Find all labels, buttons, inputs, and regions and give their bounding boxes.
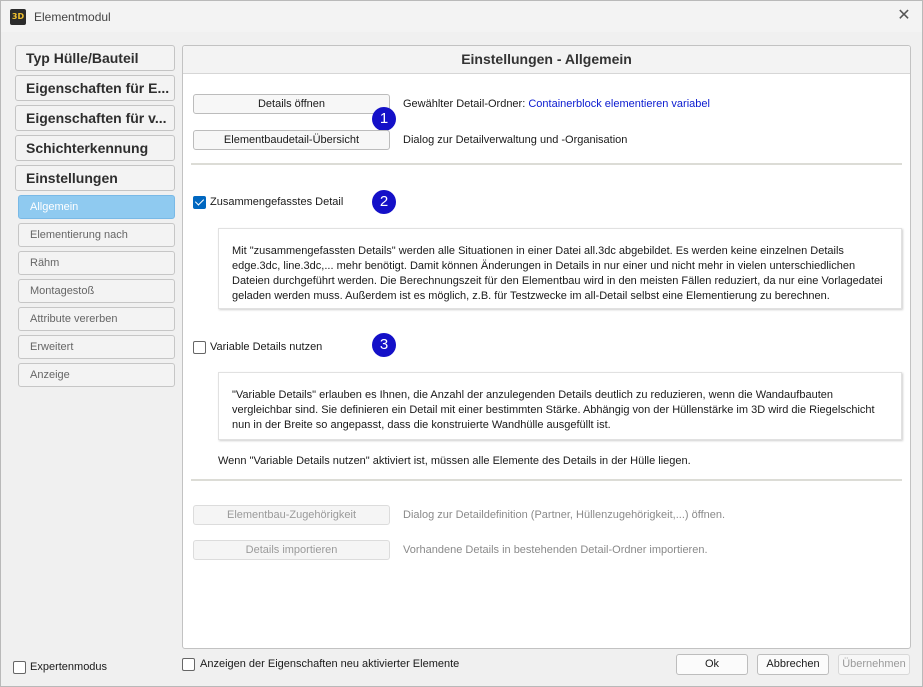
show-properties-checkbox[interactable] bbox=[182, 658, 195, 671]
combined-detail-checkbox[interactable] bbox=[193, 196, 206, 209]
app-logo-icon: 3D bbox=[10, 9, 26, 25]
variable-details-description: "Variable Details" erlauben es Ihnen, die Anzahl der anzulegenden Details deutlich zu reduzieren, wenn die Wandaufbauten vergleichbar sind. Sie definieren ein Detail mit einer bestimmten Stärke. Abhängig von der Hüllenstärke im 3D wird die Riegelschicht nun in der Breite so angepasst, dass die konstruierte Wandhülle ausgefüllt ist. bbox=[218, 372, 902, 440]
import-details-button[interactable]: Details importieren bbox=[193, 540, 390, 560]
nav-subitem-montagestoss[interactable]: Montagestoß bbox=[18, 279, 175, 303]
close-icon[interactable]: ✕ bbox=[897, 7, 911, 24]
detail-folder-label: Gewählter Detail-Ordner: bbox=[403, 98, 526, 110]
window-title: Elementmodul bbox=[34, 10, 111, 24]
import-details-desc: Vorhandene Details in bestehenden Detail-Ordner importieren. bbox=[403, 544, 708, 556]
separator bbox=[191, 163, 902, 165]
variable-details-checkbox[interactable] bbox=[193, 341, 206, 354]
variable-details-label[interactable]: Variable Details nutzen bbox=[210, 341, 323, 353]
nav-subitem-allgemein[interactable]: Allgemein bbox=[18, 195, 175, 219]
nav-subitem-raehm[interactable]: Rähm bbox=[18, 251, 175, 275]
apply-button[interactable]: Übernehmen bbox=[838, 654, 910, 675]
panel-title: Einstellungen - Allgemein bbox=[183, 46, 910, 74]
settings-panel bbox=[182, 45, 911, 649]
combined-detail-label[interactable]: Zusammengefasstes Detail bbox=[210, 196, 344, 208]
nav-subitem-elementierung[interactable]: Elementierung nach bbox=[18, 223, 175, 247]
nav-item-eigenschaften-v[interactable]: Eigenschaften für v... bbox=[15, 105, 175, 131]
callout-badge-3: 3 bbox=[372, 333, 396, 357]
show-properties-label[interactable]: Anzeigen der Eigenschaften neu aktivierter Elemente bbox=[200, 658, 460, 670]
details-open-button[interactable]: Details öffnen bbox=[193, 94, 390, 114]
overview-desc: Dialog zur Detailverwaltung und -Organisation bbox=[403, 134, 628, 146]
assignment-button[interactable]: Elementbau-Zugehörigkeit bbox=[193, 505, 390, 525]
title-bar bbox=[1, 1, 922, 32]
nav-subitem-erweitert[interactable]: Erweitert bbox=[18, 335, 175, 359]
assignment-desc: Dialog zur Detaildefinition (Partner, Hüllenzugehörigkeit,...) öffnen. bbox=[403, 509, 726, 521]
separator bbox=[191, 479, 902, 481]
nav-subitem-anzeige[interactable]: Anzeige bbox=[18, 363, 175, 387]
callout-badge-2: 2 bbox=[372, 190, 396, 214]
detail-folder-link[interactable]: Containerblock elementieren variabel bbox=[528, 98, 710, 110]
expert-mode-checkbox[interactable] bbox=[13, 661, 26, 674]
nav-item-schichterkennung[interactable]: Schichterkennung bbox=[15, 135, 175, 161]
nav-item-typ-huelle[interactable]: Typ Hülle/Bauteil bbox=[15, 45, 175, 71]
nav-subitem-attribute[interactable]: Attribute vererben bbox=[18, 307, 175, 331]
nav-item-eigenschaften-e[interactable]: Eigenschaften für E... bbox=[15, 75, 175, 101]
sidebar-nav bbox=[15, 45, 175, 195]
callout-badge-1: 1 bbox=[372, 107, 396, 131]
expert-mode-label[interactable]: Expertenmodus bbox=[30, 661, 108, 673]
cancel-button[interactable]: Abbrechen bbox=[757, 654, 829, 675]
variable-details-note: Wenn "Variable Details nutzen" aktiviert ist, müssen alle Elemente des Details in der Hülle liegen. bbox=[218, 455, 691, 467]
nav-item-einstellungen[interactable]: Einstellungen bbox=[15, 165, 175, 191]
detail-folder-row bbox=[403, 98, 710, 110]
combined-detail-description: Mit "zusammengefassten Details" werden alle Situationen in einer Datei all.3dc abgebildet. Es werden keine einzelnen Details edge.3dc, line.3dc,... mehr benötigt. Damit können Änderungen in Details in nur einer und nicht mehr in vielen unterschiedlichen Dateien durchgeführt werden. Die Berechnungszeit für den Elementbau wird in den meisten Fällen reduziert, da nur eine Vorlagedatei geladen werden muss. Außerdem ist es möglich, z.B. für Testzwecke im all-Detail selbst eine Elementierung zu berechnen. bbox=[218, 228, 902, 309]
ok-button[interactable]: Ok bbox=[676, 654, 748, 675]
overview-button[interactable]: Elementbaudetail-Übersicht bbox=[193, 130, 390, 150]
